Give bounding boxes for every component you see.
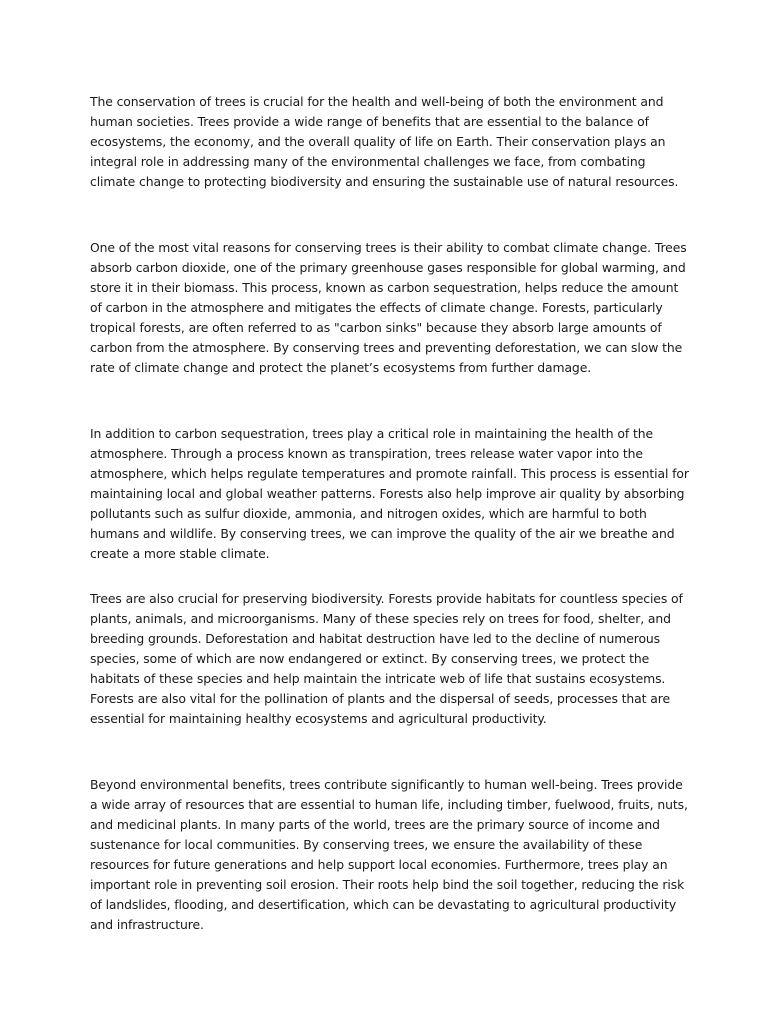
paragraph-atmosphere: In addition to carbon sequestration, trees play a critical role in maintaining the health of the atmosphere. Through a process known as transpiration, trees release water vapor into the atmosphere, which helps regulate temperatures and promote rainfall. This process is essential for maintaining local and global weather patterns. Forests also help improve air quality by absorbing pollutants such as sulfur dioxide, ammonia, and nitrogen oxides, which are harmful to both humans and wildlife. By conserving trees, we can improve the quality of the air we breathe and create a more stable climate. — [90, 426, 689, 561]
paragraph-human-wellbeing: Beyond environmental benefits, trees contribute significantly to human well-being. Trees provide a wide array of resources that are essential to human life, including timber, fuelwood, fruits, nuts, and medicinal plants. In many parts of the world, trees are the primary source of income and sustenance for local communities. By conserving trees, we ensure the availability of these resources for future generations and help support local economies. Furthermore, trees play an important role in preventing soil erosion. Their roots help bind the soil together, reducing the risk of landslides, flooding, and desertification, which can be devastating to agricultural productivity and infrastructure. — [90, 777, 688, 932]
paragraph-climate-change: One of the most vital reasons for conserving trees is their ability to combat climate change. Trees absorb carbon dioxide, one of the primary greenhouse gases responsible for global warming, and store it in their biomass. This process, known as carbon sequestration, helps reduce the amount of carbon in the atmosphere and mitigates the effects of climate change. Forests, particularly tropical forests, are often referred to as "carbon sinks" because they absorb large amounts of carbon from the atmosphere. By conserving trees and preventing deforestation, we can slow the rate of climate change and protect the planet’s ecosystems from further damage. — [90, 240, 687, 375]
paragraph-biodiversity: Trees are also crucial for preserving biodiversity. Forests provide habitats for countless species of plants, animals, and microorganisms. Many of these species rely on trees for food, shelter, and breeding grounds. Deforestation and habitat destruction have led to the decline of numerous species, some of which are now endangered or extinct. By conserving trees, we protect the habitats of these species and help maintain the intricate web of life that sustains ecosystems. Forests are also vital for the pollination of plants and the dispersal of seeds, processes that are essential for maintaining healthy ecosystems and agricultural productivity. — [90, 591, 683, 726]
paragraph-intro: The conservation of trees is crucial for the health and well-being of both the environment and human societies. Trees provide a wide range of benefits that are essential to the balance of ecosystems, the economy, and the overall quality of life on Earth. Their conservation plays an integral role in addressing many of the environmental challenges we face, from combating climate change to protecting biodiversity and ensuring the sustainable use of natural resources. — [90, 94, 679, 189]
